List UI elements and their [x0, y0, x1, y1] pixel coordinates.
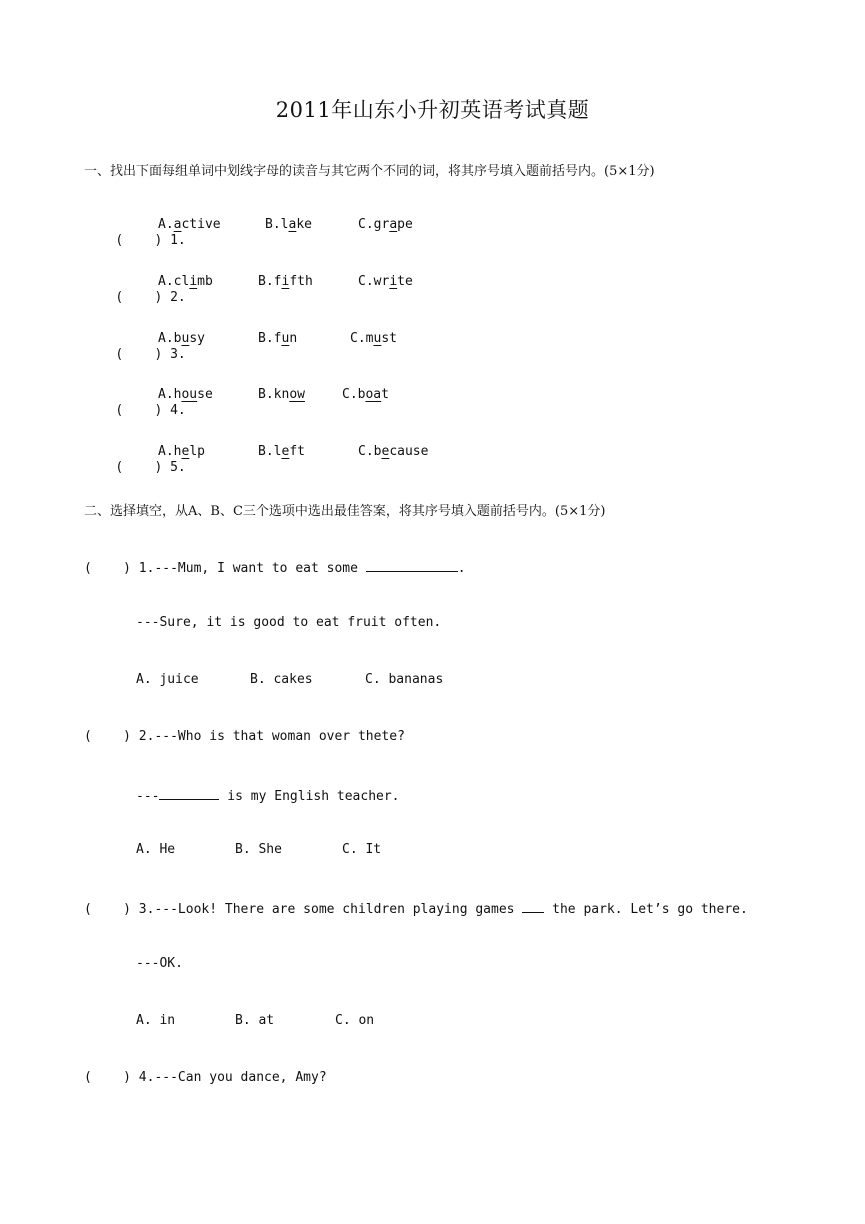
s1-q3-option-a: A.busy — [158, 331, 205, 346]
answer-blank — [159, 786, 219, 800]
s1-q2-option-c: C.write — [358, 274, 413, 289]
s1-q4-option-b: B.know — [258, 387, 305, 402]
s2-q2-option-a: A. He — [136, 842, 176, 857]
s2-q3-option-b: B. at — [235, 1013, 275, 1028]
s1-q1-option-b: B.lake — [265, 217, 312, 232]
s1-question-3: ( ) 3. — [115, 347, 186, 362]
s1-q1-option-a: A.active — [158, 217, 221, 232]
s2-q3-option-a: A. in — [136, 1013, 176, 1028]
paren-close: ) — [154, 233, 163, 248]
s2-question-3: ( ) 3.---Look! There are some children playing games the park. Let’s go there. — [84, 899, 748, 918]
answer-blank — [522, 899, 544, 913]
s1-q2-option-a: A.climb — [158, 274, 213, 289]
s1-q5-option-c: C.because — [358, 444, 429, 459]
s1-q5-option-b: B.left — [258, 444, 305, 459]
s1-question-4: ( ) 4. — [115, 403, 186, 418]
s1-q2-option-b: B.fifth — [258, 274, 313, 289]
s1-q4-option-c: C.boat — [342, 387, 389, 402]
s1-q1-option-c: C.grape — [358, 217, 413, 232]
s2-q1-option-c: C. bananas — [365, 672, 444, 687]
s2-question-4: ( ) 4.---Can you dance, Amy? — [84, 1070, 327, 1085]
page-title: 2011年山东小升初英语考试真题 — [275, 98, 590, 122]
question-number: 2. — [170, 290, 186, 305]
s2-q2-option-b: B. She — [235, 842, 282, 857]
question-number: 3. — [170, 347, 186, 362]
question-number: 4. — [170, 403, 186, 418]
question-number: 1. — [170, 233, 186, 248]
section2-heading: 二、选择填空，从A、B、C三个选项中选出最佳答案，将其序号填入题前括号内。(5×1分) — [84, 504, 606, 519]
section1-heading: 一、找出下面每组单词中划线字母的读音与其它两个不同的词，将其序号填入题前括号内。(5×1分) — [84, 164, 655, 179]
s2-question-1: ( ) 1.---Mum, I want to eat some . — [84, 558, 466, 577]
s2-q2-option-c: C. It — [342, 842, 382, 857]
s2-q1-option-b: B. cakes — [250, 672, 313, 687]
answer-blank — [366, 558, 458, 572]
s2-q3-option-c: C. on — [335, 1013, 375, 1028]
paren-open: ( — [115, 233, 124, 248]
s2-q3-reply: ---OK. — [136, 956, 183, 971]
question-number: 5. — [170, 460, 186, 475]
s1-q5-option-a: A.help — [158, 444, 205, 459]
s1-q3-option-c: C.must — [350, 331, 397, 346]
s2-q1-option-a: A. juice — [136, 672, 199, 687]
s1-question-5: ( ) 5. — [115, 460, 186, 475]
s1-question-2: ( ) 2. — [115, 290, 186, 305]
s2-question-2: ( ) 2.---Who is that woman over thete? — [84, 729, 405, 744]
s1-q4-option-a: A.house — [158, 387, 213, 402]
s2-q2-reply: --- is my English teacher. — [136, 786, 400, 805]
s1-q3-option-b: B.fun — [258, 331, 298, 346]
s2-q1-reply: ---Sure, it is good to eat fruit often. — [136, 615, 442, 630]
